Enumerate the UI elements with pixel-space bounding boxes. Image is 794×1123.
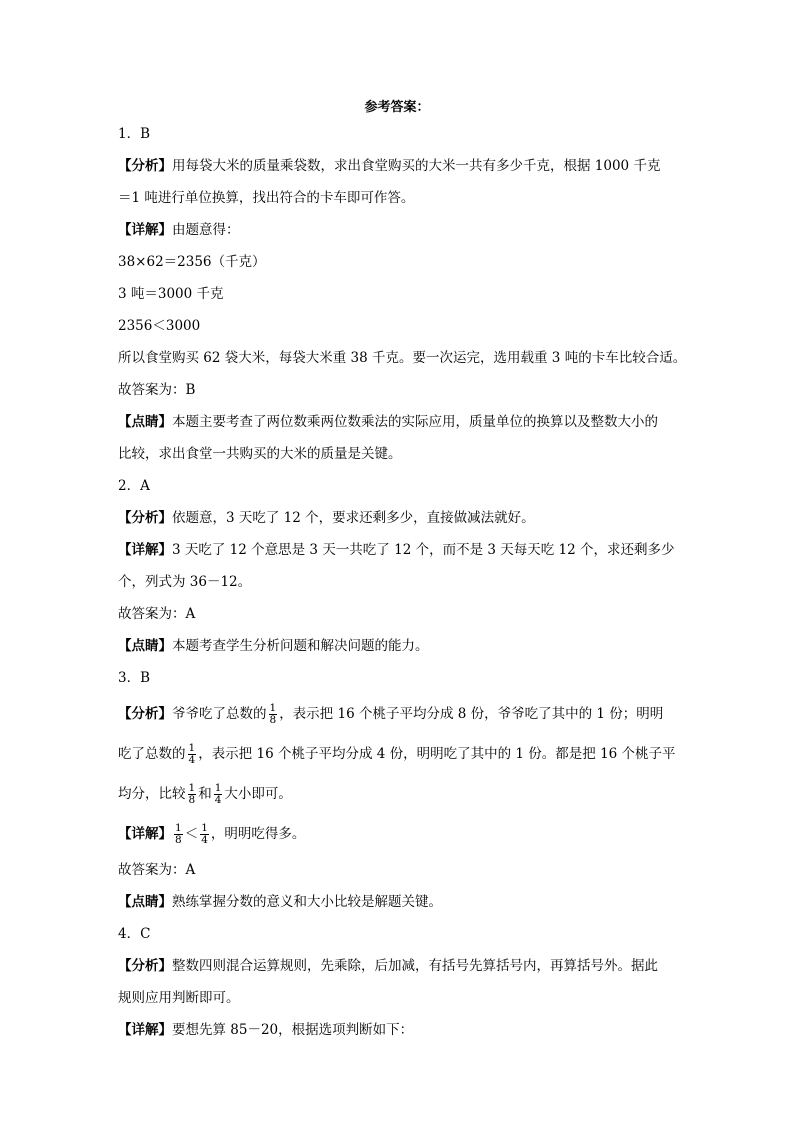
q4-detail-tag: 【详解】: [118, 1022, 172, 1038]
q3-comment: 【点睛】熟练掌握分数的意义和大小比较是解题关键。: [118, 894, 442, 910]
q3-analysis-tag: 【分析】: [118, 706, 172, 722]
q1-detail: 【详解】由题意得：: [118, 222, 240, 238]
q3-analysis-line3: 均分，比较 $\frac{1}{8}$ 和 $\frac{1}{4}$ 大小即可。: [118, 782, 292, 806]
fraction-one-quarter: $\frac{1}{4}$: [188, 742, 196, 766]
q3-analysis-line2: 吃了总数的 $\frac{1}{4}$ ，表示把 16 个桃子平均分成 4 份，明明吃了其中的 1 份。都是把 16 个桃子平: [118, 742, 676, 766]
q3-answer: 故答案为：A: [118, 862, 196, 878]
q1-answer: 故答案为：B: [118, 382, 196, 398]
q1-comment-line2: 比较，求出食堂一共购买的大米的质量是关键。: [118, 446, 402, 462]
q2-analysis: 【分析】依题意，3 天吃了 12 个，要求还剩多少，直接做减法就好。: [118, 510, 535, 526]
q1-analysis-line2: ＝1 吨进行单位换算，找出符合的卡车即可作答。: [118, 190, 415, 206]
page-title: 参考答案：: [364, 100, 430, 115]
q1-analysis-tag: 【分析】: [118, 158, 172, 174]
q1-analysis-line1: 【分析】用每袋大米的质量乘袋数，求出食堂购买的大米一共有多少千克，根据 1000 千克: [118, 158, 661, 174]
q2-number: 2．A: [118, 478, 150, 494]
q2-comment: 【点睛】本题考查学生分析问题和解决问题的能力。: [118, 638, 429, 654]
q3-detail-tag: 【详解】: [118, 826, 172, 842]
q1-calc1: 38×62＝2356（千克）: [118, 254, 266, 270]
q2-answer: 故答案为：A: [118, 606, 196, 622]
q3-detail: 【详解】 $\frac{1}{8}$ ＜ $\frac{1}{4}$ ，明明吃得多。: [118, 822, 306, 846]
q3-comment-tag: 【点睛】: [118, 894, 172, 910]
q2-detail-line1: 【详解】3 天吃了 12 个意思是 3 天一共吃了 12 个，而不是 3 天每天吃 12 个，求还剩多少: [118, 542, 675, 558]
fraction-one-eighth: $\frac{1}{8}$: [175, 822, 182, 846]
q1-calc3: 2356＜3000: [118, 318, 201, 334]
q2-comment-tag: 【点睛】: [118, 638, 172, 654]
q2-detail-line2: 个，列式为 36－12。: [118, 574, 252, 590]
answer-content: [118, 118, 687, 1046]
q2-detail-tag: 【详解】: [118, 542, 172, 558]
q4-detail: 【详解】要想先算 85－20，根据选项判断如下：: [118, 1022, 414, 1038]
q1-comment-tag: 【点睛】: [118, 414, 172, 430]
q2-analysis-tag: 【分析】: [118, 510, 172, 526]
q3-analysis-line1: 【分析】爷爷吃了总数的 $\frac{1}{8}$ ，表示把 16 个桃子平均分成 8 份，爷爷吃了其中的 1 份；明明: [118, 702, 664, 726]
q1-conclusion: 所以食堂购买 62 袋大米，每袋大米重 38 千克。要一次运完，选用载重 3 吨的卡车比较合适。: [118, 350, 687, 366]
q1-detail-tag: 【详解】: [118, 222, 172, 238]
q3-number: 3．B: [118, 670, 151, 686]
fraction-one-eighth: $\frac{1}{8}$: [188, 782, 196, 806]
fraction-one-quarter: $\frac{1}{4}$: [214, 782, 222, 806]
q4-analysis-line2: 规则应用判断即可。: [118, 990, 240, 1006]
q1-number: 1．B: [118, 126, 151, 142]
q1-comment-line1: 【点睛】本题主要考查了两位数乘两位数乘法的实际应用，质量单位的换算以及整数大小的: [118, 414, 658, 430]
q4-analysis-tag: 【分析】: [118, 958, 172, 974]
q4-analysis-line1: 【分析】整数四则混合运算规则，先乘除，后加减，有括号先算括号内，再算括号外。据此: [118, 958, 658, 974]
q4-number: 4．C: [118, 926, 151, 942]
q1-calc2: 3 吨＝3000 千克: [118, 286, 224, 302]
fraction-one-quarter: $\frac{1}{4}$: [201, 822, 208, 846]
fraction-one-eighth: $\frac{1}{8}$: [269, 702, 277, 726]
